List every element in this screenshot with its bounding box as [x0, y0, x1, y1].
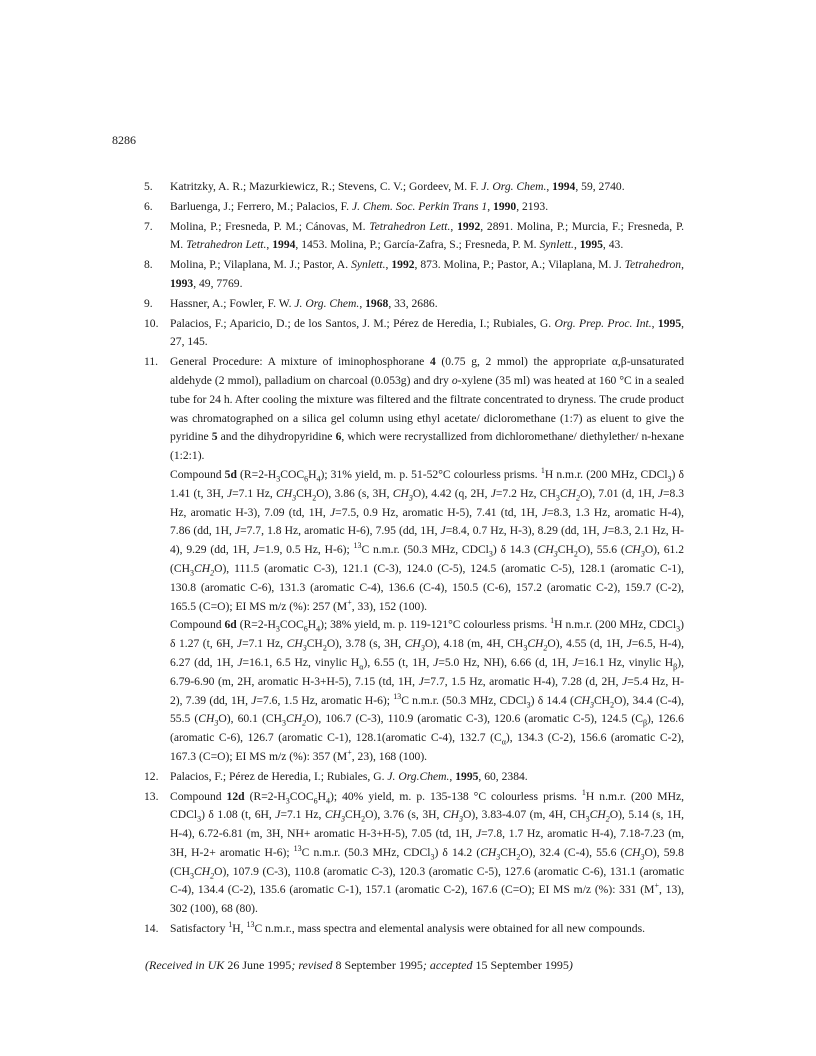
reference-number: 7.	[144, 219, 153, 233]
reference-text: Satisfactory $^1$H, $^{13}$C n.m.r., mass spectra and elemental analysis were obtained for all new compounds.	[170, 920, 645, 936]
reference-text: Palacios, F.; Pérez de Heredia, I.; Rubiales, G. J. Org.Chem., 1995, 60, 2384.	[170, 769, 528, 783]
reference-number: 10.	[144, 316, 159, 330]
reference-list	[144, 178, 684, 940]
reference-text: Katritzky, A. R.; Mazurkiewicz, R.; Stevens, C. V.; Gordeev, M. F. J. Org. Chem., 1994, 59, 2740.	[170, 180, 625, 193]
reference-number: 13.	[144, 789, 159, 803]
reference-item	[144, 920, 684, 939]
reference-number: 14.	[144, 922, 159, 936]
reference-text: Palacios, F.; Aparicio, D.; de los Santos, J. M.; Pérez de Heredia, I.; Rubiales, G. Org. Prep. Proc. Int., 1995, 27, 145.	[170, 316, 685, 349]
accepted-date: 15 September 1995	[475, 958, 569, 972]
reference-item	[144, 315, 684, 353]
reference-text: Molina, P.; Fresneda, P. M.; Cánovas, M. Tetrahedron Lett., 1992, 2891. Molina, P.; Murcia, F.; Fresneda, P. M. Tetrahedron Lett., 1994, 1453. Molina, P.; García-Zafra, S.; Fresneda, P. M. Synlett., 1995, 43.	[170, 219, 685, 252]
reference-item	[144, 198, 684, 217]
reference-item	[144, 768, 684, 787]
reference-text: Compound 12d $(R=2-H_3COC_6H_4)$; 40% yield, m. p. 135-138 °C colourless prisms. $^1$H n.m.r. (200 MHz, CDCl$_3$) δ 1.08 (t, 6H, J=7.1 Hz, $CH_3CH_2O$), 3.76 (s, 3H, $CH_3O$), 3.83-4.07 (m, 4H, $CH_3CH_2O$), 5.14 (s, 1H, H-4), 6.72-6.81 (m, 3H, NH+ aromatic H-3+H-5), 7.05 (td, 1H, J=7.8, 1.7 Hz, aromatic H-4), 7.18-7.23 (m, 3H, H-2+ aromatic H-6); $^{13}$C n.m.r. (50.3 MHz, CDCl$_3$) δ 14.2 $(CH_3CH_2O)$, 32.4 (C-4), 55.6 $(CH_3O)$, 59.8 $(CH_3CH_2O)$, 107.9 (C-3), 110.8 (aromatic C-3), 120.3 (aromatic C-5), 127.6 (aromatic C-6), 131.1 (aromatic C-4), 134.4 (C-2), 135.6 (aromatic C-1), 157.1 (aromatic C-2), 167.6 (C=O); EI MS m/z (%): 331 (M+, 13), 302 (100), 68 (80).	[170, 787, 685, 916]
received-note: (Received in UK 26 June 1995; revised 8 September 1995; accepted 15 September 1995)	[145, 958, 573, 972]
reference-item	[144, 218, 684, 256]
reference-text: Compound 5d $(R=2-H_3COC_6H_4)$; 31% yield, m. p. 51-52°C colourless prisms. $^1$H n.m.r. (200 MHz, CDCl$_3$) δ 1.41 (t, 3H, J=7.1 Hz, $CH_3CH_2O$), 3.86 (s, 3H, $CH_3O$), 4.42 (q, 2H, J=7.2 Hz, $CH_3CH_2O$), 7.01 (d, 1H, J=8.3 Hz, aromatic H-3), 7.09 (td, 1H, J=7.5, 0.9 Hz, aromatic H-5), 7.41 (td, 1H, J=8.3, 1.3 Hz, aromatic H-4), 7.86 (dd, 1H, J=7.7, 1.8 Hz, aromatic H-6), 7.95 (dd, 1H, J=8.4, 0.7 Hz, H-3), 8.29 (dd, 1H, J=8.3, 2.1 Hz, H-4), 9.29 (dd, 1H, J=1.9, 0.5 Hz, H-6); $^{13}$C n.m.r. (50.3 MHz, CDCl$_3$) δ 14.3 $(CH_3CH_2O)$, 55.6 $(CH_3O)$, 61.2 $(CH_3CH_2O)$, 111.5 (aromatic C-3), 121.1 (C-3), 124.0 (C-5), 124.5 (aromatic C-5), 128.1 (aromatic C-1), 130.8 (aromatic C-6), 131.3 (aromatic C-4), 136.6 (C-4), 150.5 (C-6), 157.2 (aromatic C-2), 159.7 (C-2), 165.5 (C=O); EI MS m/z (%): 257 (M+, 33), 152 (100).	[170, 466, 685, 613]
reference-text: Compound 6d $(R=2-H_3COC_6H_4)$; 38% yield, m. p. 119-121°C colourless prisms. $^1$H n.m.r. (200 MHz, CDCl$_3$) δ 1.27 (t, 6H, J=7.1 Hz, $CH_3CH_2O$), 3.78 (s, 3H, $CH_3O$), 4.18 (m, 4H, $CH_3CH_2O$), 4.55 (d, 1H, J=6.5, H-4), 6.27 (dd, 1H, J=16.1, 6.5 Hz, vinylic $H_\alpha$), 6.55 (t, 1H, J=5.0 Hz, NH), 6.66 (d, 1H, J=16.1 Hz, vinylic $H_\beta$), 6.79-6.90 (m, 2H, aromatic H-3+H-5), 7.15 (td, 1H, J=7.7, 1.5 Hz, aromatic H-4), 7.28 (d, 2H, J=5.4 Hz, H-2), 7.39 (dd, 1H, J=7.6, 1.5 Hz, aromatic H-6); $^{13}$C n.m.r. (50.3 MHz, CDCl$_3$) δ 14.4 $(CH_3CH_2O)$, 34.4 (C-4), 55.5 $(CH_3O)$, 60.1 $(CH_3CH_2O)$, 106.7 (C-3), 110.9 (aromatic C-3), 120.6 (aromatic C-5), 124.5 $(C_\beta)$, 126.6 (aromatic C-6), 126.7 (aromatic C-1), 128.1(aromatic C-4), 132.7 $(C_\alpha)$, 134.3 (C-2), 156.6 (aromatic C-2), 167.3 (C=O); EI MS m/z (%): 357 (M+, 23), 168 (100).	[170, 616, 685, 763]
reference-text: Barluenga, J.; Ferrero, M.; Palacios, F. J. Chem. Soc. Perkin Trans 1, 1990, 2193.	[170, 199, 549, 213]
reference-number: 11.	[144, 355, 159, 369]
reference-item	[144, 178, 684, 197]
accepted-label: accepted	[429, 958, 473, 972]
revised-label: revised	[298, 958, 333, 972]
reference-text: Hassner, A.; Fowler, F. W. J. Org. Chem., 1968, 33, 2686.	[170, 296, 438, 310]
reference-number: 8.	[144, 258, 153, 272]
reference-number: 12.	[144, 769, 159, 783]
reference-item	[144, 353, 684, 767]
reference-text: General Procedure: A mixture of iminophosphorane 4 (0.75 g, 2 mmol) the appropriate α,β-unsaturated aldehyde (2 mmol), palladium on charcoal (0.053g) and dry o-xylene (35 ml) was heated at 160 °C in a sealed tube for 24 h. After cooling the mixture was filtered and the filtrate concentrated to dryness. The crude product was chromatographed on a silica gel column using ethyl acetate/ dicloromethane (1:7) as eluent to give the pyridine 5 and the dihydropyridine 6, which were recrystallized from dichloromethane/ diethylether/ n-hexane (1:2:1).	[170, 355, 685, 463]
received-date: 26 June 1995	[227, 958, 292, 972]
reference-number: 5.	[144, 180, 153, 193]
received-label: Received in UK	[149, 958, 225, 972]
reference-item	[144, 788, 684, 920]
reference-item	[144, 295, 684, 314]
reference-text: Molina, P.; Vilaplana, M. J.; Pastor, A. Synlett., 1992, 873. Molina, P.; Pastor, A.; Vilaplana, M. J. Tetrahedron, 1993, 49, 7769.	[170, 258, 684, 290]
reference-number: 9.	[144, 296, 153, 310]
reference-item	[144, 256, 684, 294]
reference-number: 6.	[144, 199, 153, 213]
page-number: 8286	[112, 133, 136, 147]
revised-date: 8 September 1995	[335, 958, 423, 972]
